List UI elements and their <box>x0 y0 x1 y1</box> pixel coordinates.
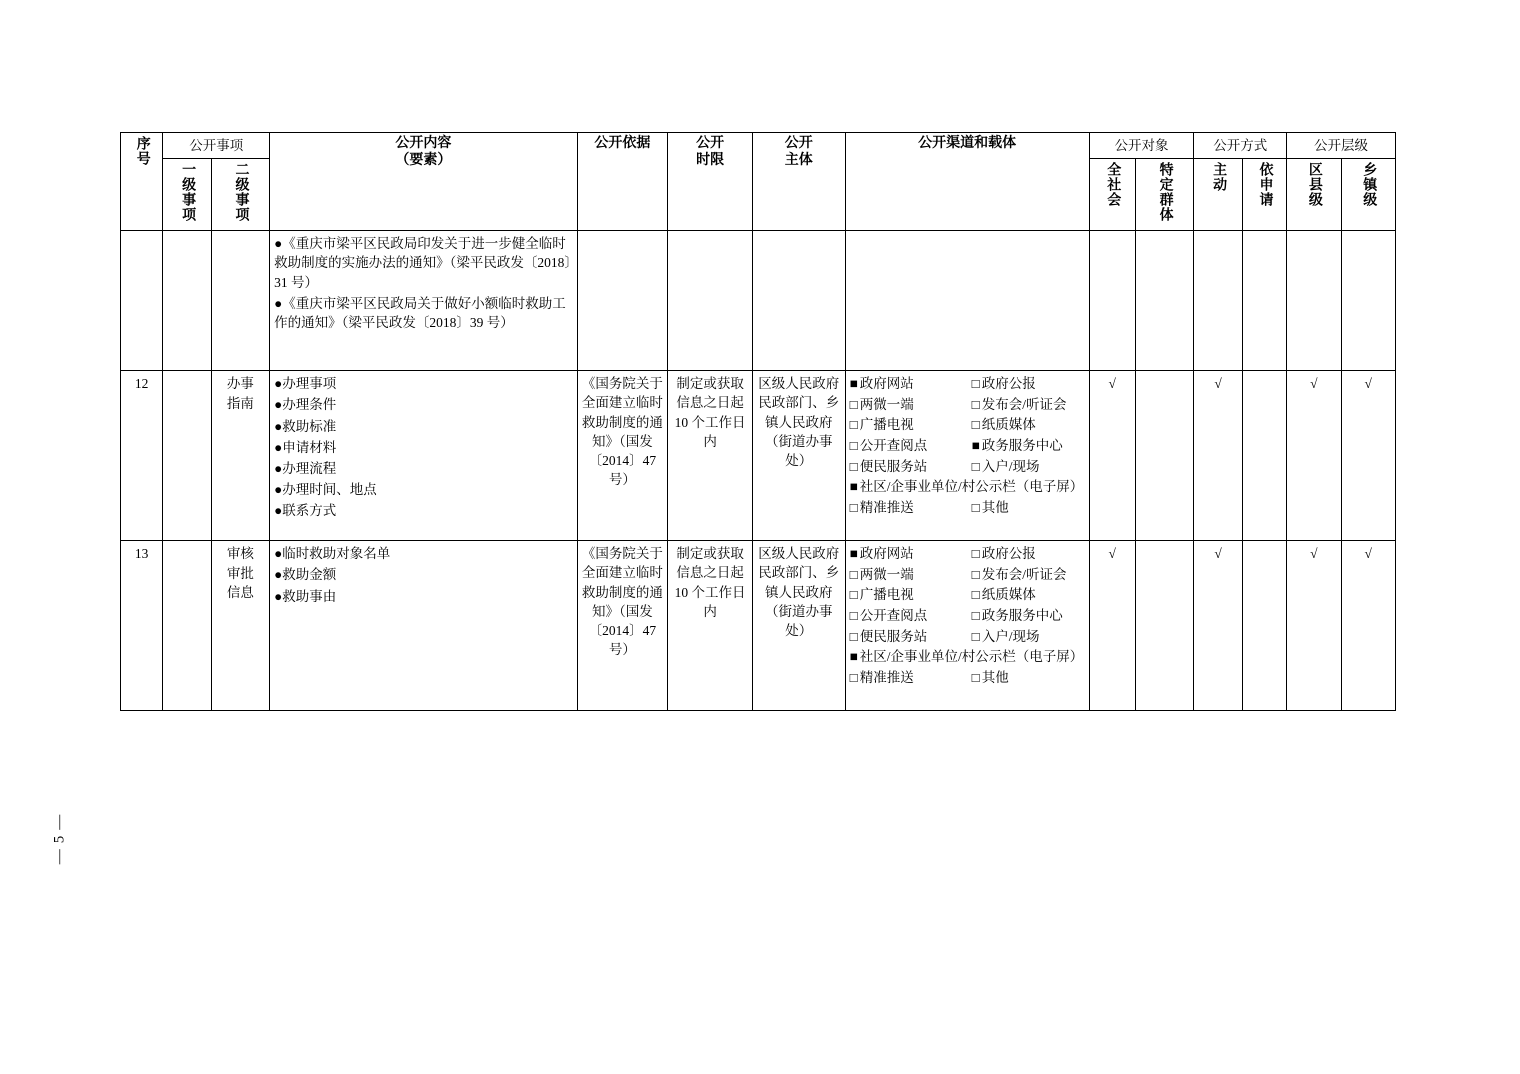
header-time-limit-line1: 公开 <box>696 136 725 151</box>
content-item: ●办理事项 <box>274 376 337 392</box>
channel-label: 社区/企事业单位/村公示栏（电子屏） <box>859 649 1084 665</box>
cell-method-active <box>1194 231 1242 371</box>
content-item: ●救助事由 <box>274 588 337 604</box>
channel-option[interactable] <box>850 565 968 585</box>
cell-seq: 12 <box>121 371 163 541</box>
content-item: ●《重庆市梁平区民政局印发关于进一步健全临时救助制度的实施办法的通知》（梁平民政发〔2018〕31 号） <box>274 236 572 290</box>
channel-option[interactable] <box>972 436 1085 456</box>
checkbox-empty-icon[interactable]: □ <box>971 566 980 582</box>
checkbox-empty-icon[interactable]: □ <box>971 376 980 392</box>
cell-time-limit <box>668 231 753 371</box>
channel-label: 发布会/听证会 <box>981 396 1067 412</box>
channel-label: 政务服务中心 <box>981 438 1063 453</box>
channel-option[interactable] <box>850 395 968 415</box>
cell-time-limit: 制定或获取信息之日起 10 个工作日内 <box>668 541 753 711</box>
header-object-all: 全社会 <box>1089 159 1135 231</box>
channel-label: 纸质媒体 <box>981 417 1036 433</box>
content-item: ●办理条件 <box>274 397 337 413</box>
page-number-dash-left: — <box>51 847 68 865</box>
channel-label: 政府公报 <box>981 546 1036 562</box>
channel-option[interactable] <box>972 415 1085 435</box>
header-level-district: 区县级 <box>1287 159 1341 231</box>
checkbox-checked-icon[interactable]: ■ <box>971 438 980 453</box>
cell-method-request <box>1242 541 1286 711</box>
cell-method-active: √ <box>1194 541 1242 711</box>
cell-level1 <box>163 371 211 541</box>
page-number <box>52 809 69 869</box>
checkbox-checked-icon[interactable]: ■ <box>849 376 858 392</box>
cell-level-town: √ <box>1341 371 1396 541</box>
table-row <box>121 371 1396 541</box>
channel-option[interactable] <box>850 415 968 435</box>
header-time-limit <box>668 133 753 231</box>
checkbox-checked-icon[interactable]: ■ <box>849 479 858 495</box>
channel-option[interactable] <box>972 585 1085 605</box>
channel-option[interactable] <box>850 544 968 564</box>
cell-content <box>270 371 577 541</box>
header-group-method: 公开方式 <box>1194 133 1287 159</box>
header-level-town: 乡镇级 <box>1341 159 1396 231</box>
cell-level2: 办事指南 <box>211 371 269 541</box>
cell-level-district: √ <box>1287 371 1341 541</box>
channel-option[interactable] <box>972 498 1085 518</box>
cell-level-town <box>1341 231 1396 371</box>
channel-label: 政务服务中心 <box>981 608 1063 623</box>
channel-label: 公开查阅点 <box>859 438 928 453</box>
header-method-request: 依申请 <box>1242 159 1286 231</box>
header-group-items: 公开事项 <box>163 133 270 159</box>
checkbox-empty-icon[interactable]: □ <box>849 608 858 623</box>
checkbox-empty-icon[interactable]: □ <box>971 396 980 412</box>
checkbox-empty-icon[interactable]: □ <box>849 587 858 603</box>
channel-label: 精准推送 <box>859 669 914 685</box>
cell-level1 <box>163 541 211 711</box>
channel-option[interactable] <box>972 374 1085 394</box>
cell-method-request <box>1242 231 1286 371</box>
header-group-level: 公开层级 <box>1287 133 1396 159</box>
channel-label: 精准推送 <box>859 499 914 515</box>
cell-channel <box>845 371 1089 541</box>
checkbox-empty-icon[interactable]: □ <box>849 438 858 453</box>
checkbox-empty-icon[interactable]: □ <box>971 499 980 515</box>
cell-level1 <box>163 231 211 371</box>
channel-label: 广播电视 <box>859 587 914 603</box>
table-row <box>121 541 1396 711</box>
cell-subject <box>752 231 845 371</box>
channel-label: 政府公报 <box>981 376 1036 392</box>
channel-option[interactable] <box>972 668 1085 688</box>
channel-option[interactable] <box>972 627 1085 647</box>
channel-label: 广播电视 <box>859 417 914 433</box>
channel-label: 其他 <box>981 499 1009 515</box>
content-item: ●临时救助对象名单 <box>274 546 391 562</box>
checkbox-empty-icon[interactable]: □ <box>849 566 858 582</box>
checkbox-empty-icon[interactable]: □ <box>971 587 980 603</box>
channel-label: 公开查阅点 <box>859 608 928 623</box>
channel-option[interactable] <box>972 544 1085 564</box>
cell-subject: 区级人民政府民政部门、乡镇人民政府（街道办事处） <box>752 371 845 541</box>
header-level2: 二级事项 <box>211 159 269 231</box>
checkbox-empty-icon[interactable]: □ <box>971 458 980 474</box>
header-object-group: 特定群体 <box>1135 159 1193 231</box>
checkbox-empty-icon[interactable]: □ <box>849 396 858 412</box>
disclosure-table <box>120 132 1396 711</box>
cell-level2: 审核审批信息 <box>211 541 269 711</box>
channel-label: 政府网站 <box>859 376 914 392</box>
checkbox-empty-icon[interactable]: □ <box>849 458 858 474</box>
header-subject <box>752 133 845 231</box>
cell-object-group <box>1135 541 1193 711</box>
cell-basis: 《国务院关于全面建立临时救助制度的通知》（国发〔2014〕47 号） <box>577 371 668 541</box>
cell-object-group <box>1135 231 1193 371</box>
header-content-line1: 公开内容 <box>395 136 452 151</box>
cell-content <box>270 541 577 711</box>
content-item: ●办理流程 <box>274 460 337 476</box>
cell-object-all: √ <box>1089 541 1135 711</box>
channel-label: 发布会/听证会 <box>981 566 1067 582</box>
header-row-1 <box>121 133 1396 159</box>
checkbox-empty-icon[interactable]: □ <box>849 628 858 644</box>
cell-level2 <box>211 231 269 371</box>
channel-option[interactable] <box>850 374 968 394</box>
header-content <box>270 133 577 231</box>
channel-option[interactable] <box>972 395 1085 415</box>
header-seq: 序号 <box>121 133 163 231</box>
content-item: ●办理时间、地点 <box>274 482 377 498</box>
cell-level-district: √ <box>1287 541 1341 711</box>
cell-object-all: √ <box>1089 371 1135 541</box>
header-level1: 一级事项 <box>163 159 211 231</box>
header-subject-line1: 公开 <box>784 136 813 151</box>
page-number-value: 5 <box>51 833 68 844</box>
channel-label: 入户/现场 <box>981 628 1040 644</box>
channel-label: 其他 <box>981 669 1009 685</box>
cell-basis <box>577 231 668 371</box>
checkbox-empty-icon[interactable]: □ <box>971 669 980 685</box>
checkbox-empty-icon[interactable]: □ <box>971 628 980 644</box>
channel-option[interactable] <box>850 668 968 688</box>
channel-option[interactable] <box>850 457 968 477</box>
channel-label: 两微一端 <box>859 566 914 582</box>
cell-content <box>270 231 577 371</box>
channel-option[interactable] <box>972 457 1085 477</box>
cell-method-active: √ <box>1194 371 1242 541</box>
channel-option[interactable] <box>972 565 1085 585</box>
cell-basis: 《国务院关于全面建立临时救助制度的通知》（国发〔2014〕47 号） <box>577 541 668 711</box>
channel-option[interactable] <box>850 606 968 626</box>
channel-option[interactable] <box>850 498 968 518</box>
channel-label: 便民服务站 <box>859 458 928 474</box>
checkbox-empty-icon[interactable]: □ <box>971 608 980 623</box>
table-row <box>121 231 1396 371</box>
checkbox-empty-icon[interactable]: □ <box>971 417 980 433</box>
checkbox-empty-icon[interactable]: □ <box>849 669 858 685</box>
cell-subject: 区级人民政府民政部门、乡镇人民政府（街道办事处） <box>752 541 845 711</box>
content-item: ●联系方式 <box>274 503 337 519</box>
channel-option[interactable] <box>850 436 968 456</box>
cell-time-limit: 制定或获取信息之日起 10 个工作日内 <box>668 371 753 541</box>
header-method-active: 主动 <box>1194 159 1242 231</box>
page-number-dash-right: — <box>51 812 68 830</box>
channel-label: 社区/企事业单位/村公示栏（电子屏） <box>859 479 1084 495</box>
cell-object-group <box>1135 371 1193 541</box>
channel-label: 纸质媒体 <box>981 587 1036 603</box>
header-group-object: 公开对象 <box>1089 133 1194 159</box>
channel-label: 两微一端 <box>859 396 914 412</box>
content-item: ●救助金额 <box>274 567 337 583</box>
header-subject-line2: 主体 <box>784 152 813 168</box>
checkbox-checked-icon[interactable]: ■ <box>849 649 858 665</box>
cell-seq <box>121 231 163 371</box>
header-channel: 公开渠道和载体 <box>845 133 1089 231</box>
cell-seq: 13 <box>121 541 163 711</box>
channel-option[interactable] <box>972 606 1085 626</box>
channel-label: 便民服务站 <box>859 628 928 644</box>
channel-label: 政府网站 <box>859 546 914 562</box>
cell-level-town: √ <box>1341 541 1396 711</box>
channel-option[interactable] <box>850 627 968 647</box>
checkbox-checked-icon[interactable]: ■ <box>849 546 858 562</box>
checkbox-empty-icon[interactable]: □ <box>849 499 858 515</box>
cell-object-all <box>1089 231 1135 371</box>
cell-method-request <box>1242 371 1286 541</box>
checkbox-empty-icon[interactable]: □ <box>971 546 980 562</box>
channel-label: 入户/现场 <box>981 458 1040 474</box>
channel-option[interactable] <box>850 585 968 605</box>
checkbox-empty-icon[interactable]: □ <box>849 417 858 433</box>
channel-option[interactable] <box>850 477 1085 497</box>
cell-channel <box>845 541 1089 711</box>
channel-option[interactable] <box>850 647 1085 667</box>
content-item: ●《重庆市梁平区民政局关于做好小额临时救助工作的通知》（梁平民政发〔2018〕39 号） <box>274 295 566 330</box>
table-body <box>121 231 1396 711</box>
cell-channel <box>845 231 1089 371</box>
cell-level-district <box>1287 231 1341 371</box>
content-item: ●救助标准 <box>274 418 337 434</box>
header-time-limit-line2: 时限 <box>696 152 725 168</box>
table-header <box>121 133 1396 231</box>
header-basis: 公开依据 <box>577 133 668 231</box>
header-content-line2: （要素） <box>395 152 452 168</box>
content-item: ●申请材料 <box>274 439 337 455</box>
